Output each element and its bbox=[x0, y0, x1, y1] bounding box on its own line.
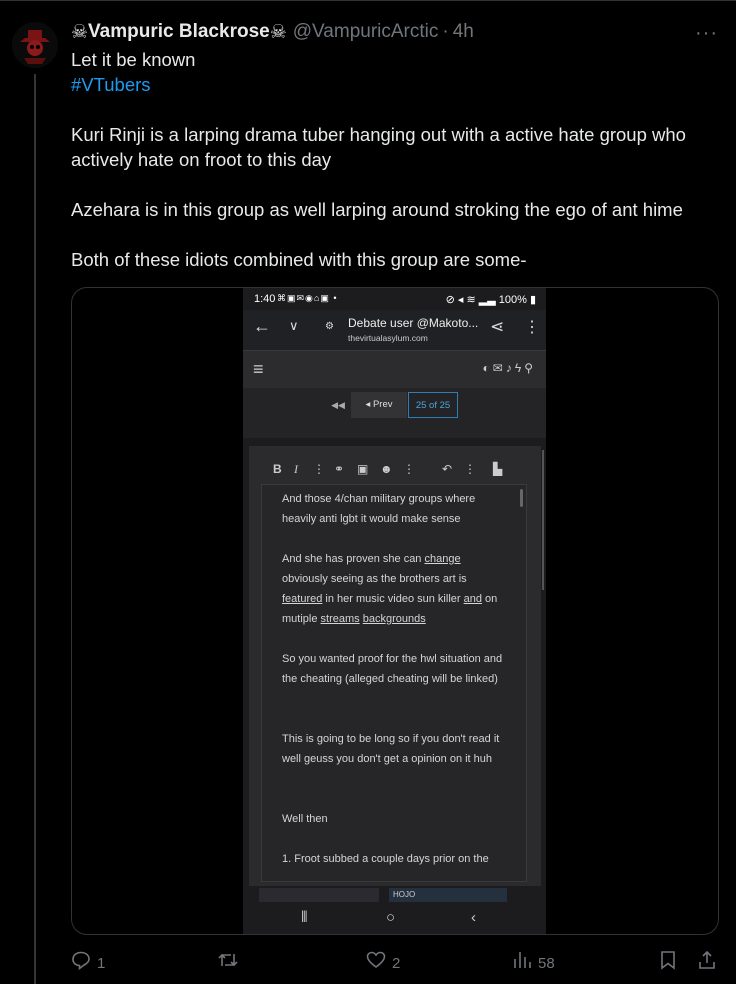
bookmark-button[interactable] bbox=[659, 950, 677, 976]
hamburger-icon: ≡ bbox=[253, 359, 264, 379]
emoji-icon: ☻ bbox=[380, 462, 393, 476]
editor-text bbox=[282, 489, 522, 869]
more-insert-icon: ⋮ bbox=[403, 462, 415, 476]
tweet-line: Kuri Rinji is a larping drama tuber hanging out with a active hate group who actively hate on froot to this day bbox=[71, 124, 686, 170]
editor-toolbar bbox=[249, 456, 541, 486]
hashtag-link[interactable]: #VTubers bbox=[71, 74, 151, 95]
italic-icon: I bbox=[294, 462, 298, 476]
editor-line: And those 4/chan military groups where bbox=[282, 493, 476, 505]
android-nav-bar bbox=[243, 904, 546, 934]
like-button[interactable] bbox=[366, 950, 400, 976]
reply-icon bbox=[71, 950, 91, 976]
image-icon: ▣ bbox=[357, 462, 369, 476]
tweet-line: Both of these idiots combined with this group are some- bbox=[71, 249, 527, 270]
tweet-line: Azehara is in this group as well larping around stroking the ego of ant hime bbox=[71, 199, 683, 220]
retweet-button[interactable] bbox=[217, 950, 245, 976]
editor-line: the cheating (alleged cheating will be linked) bbox=[282, 673, 498, 685]
share-icon bbox=[697, 950, 717, 976]
notification-icons: ⌘▣✉◉⌂▣ • bbox=[277, 293, 338, 303]
separator-dot: · bbox=[442, 21, 449, 42]
editor-panel bbox=[249, 446, 541, 886]
preview-icon: ▙ bbox=[493, 462, 503, 476]
site-icons: ◐✉♪ϟ⚲ bbox=[482, 361, 536, 375]
current-page: 25 of 25 bbox=[408, 392, 458, 418]
more-edit-icon: ⋮ bbox=[464, 462, 476, 476]
editor-line: And she has proven she can change bbox=[282, 553, 461, 565]
recents-icon: ⦀ bbox=[301, 909, 308, 926]
editor-line: obviously seeing as the brothers art is bbox=[282, 573, 467, 585]
reply-count: 1 bbox=[97, 954, 106, 972]
undo-icon: ↶ bbox=[442, 462, 453, 476]
skull-emoji-left: ☠ bbox=[71, 21, 89, 43]
editor-line: featured in her music video sun killer and on bbox=[282, 593, 498, 605]
editor-line: mutiple streams backgrounds bbox=[282, 613, 426, 625]
prev-page-button: ◂ Prev bbox=[351, 392, 407, 418]
tweet-actions bbox=[71, 950, 721, 976]
user-handle[interactable]: @VampuricArctic bbox=[292, 21, 439, 42]
tweet-line: Let it be known bbox=[71, 49, 196, 70]
site-nav bbox=[243, 350, 546, 389]
tweet-header bbox=[71, 20, 474, 44]
like-count: 2 bbox=[392, 954, 401, 972]
display-name[interactable]: Vampuric Blackrose bbox=[88, 21, 270, 42]
editor-line: So you wanted proof for the hwl situation and bbox=[282, 653, 503, 665]
heart-icon bbox=[366, 950, 386, 976]
kebab-menu-icon: ⋮ bbox=[524, 319, 540, 336]
status-time: 1:40 bbox=[254, 293, 276, 305]
top-divider bbox=[0, 0, 736, 5]
avatar[interactable] bbox=[12, 22, 58, 68]
editor-line: Well then bbox=[282, 813, 328, 825]
tweet-text bbox=[71, 47, 721, 272]
bold-icon: B bbox=[273, 462, 282, 476]
thumbnail: HOJO bbox=[389, 888, 507, 902]
bookmark-icon bbox=[659, 950, 677, 976]
more-format-icon: ⋮ bbox=[313, 462, 325, 476]
view-count: 58 bbox=[538, 954, 555, 972]
browser-bar bbox=[243, 310, 546, 350]
chevron-down-icon: ∨ bbox=[289, 318, 299, 333]
share-icon: ⋖ bbox=[490, 317, 505, 336]
thumbnail bbox=[259, 888, 379, 902]
analytics-icon bbox=[512, 950, 532, 976]
status-bar bbox=[243, 288, 546, 310]
back-arrow-icon: ← bbox=[253, 316, 271, 336]
reply-button[interactable] bbox=[71, 950, 105, 976]
browser-url: thevirtualasylum.com bbox=[348, 333, 428, 343]
editor-line: well geuss you don't get a opinion on it huh bbox=[282, 753, 493, 765]
thread-line bbox=[34, 74, 36, 984]
more-options-icon[interactable]: ··· bbox=[695, 22, 718, 44]
share-button[interactable] bbox=[697, 950, 717, 976]
editor-line: heavily anti lgbt it would make sense bbox=[282, 513, 461, 525]
editor-content bbox=[261, 484, 527, 882]
battery-status: ⊘ ◂ ≋ ▂▃ 100% ▮ bbox=[445, 294, 536, 306]
views-button[interactable] bbox=[512, 950, 555, 976]
skull-avatar-icon bbox=[12, 22, 58, 68]
pager bbox=[243, 388, 546, 438]
phone-screenshot bbox=[243, 288, 546, 934]
home-icon: ○ bbox=[386, 909, 396, 926]
editor-line: This is going to be long so if you don't read it bbox=[282, 733, 500, 745]
site-settings-icon: ⚙ bbox=[325, 321, 334, 332]
first-page-icon: ◀◀ bbox=[331, 400, 345, 410]
page-scrollbar bbox=[542, 450, 544, 590]
skull-emoji-right: ☠ bbox=[269, 21, 287, 43]
attachment-thumbs bbox=[243, 886, 546, 904]
tweet-media[interactable] bbox=[71, 287, 719, 935]
back-icon: ‹ bbox=[471, 909, 476, 926]
timestamp[interactable]: 4h bbox=[452, 21, 474, 42]
editor-line: 1. Froot subbed a couple days prior on the bbox=[282, 853, 489, 865]
link-icon: ⚭ bbox=[334, 462, 345, 476]
retweet-icon bbox=[217, 950, 239, 976]
browser-title: Debate user @Makoto... bbox=[348, 316, 479, 330]
